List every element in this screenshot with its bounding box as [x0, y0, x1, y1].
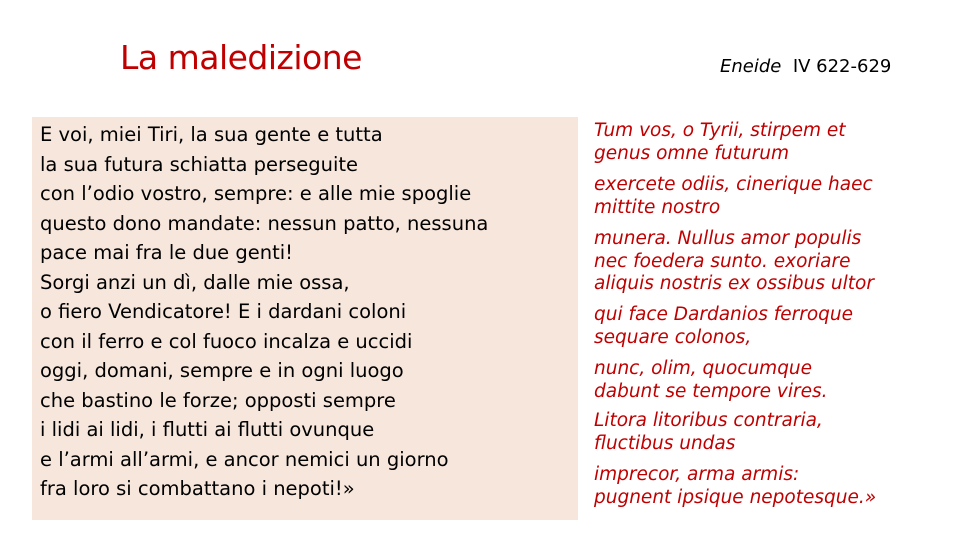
italian-line: fra loro si combattano i nepoti!» — [40, 477, 355, 500]
reference-work: Eneide — [720, 56, 782, 77]
italian-line: i lidi ai lidi, i flutti ai flutti ovunque — [40, 418, 375, 441]
italian-line: con il ferro e col fuoco incalza e uccidi — [40, 329, 413, 353]
latin-stanza — [594, 174, 934, 219]
latin-line: exercete odiis, cinerique haec — [594, 174, 873, 195]
italian-line: E voi, miei Tiri, la sua gente e tutta — [40, 123, 383, 146]
reference-lines: IV 622-629 — [792, 56, 892, 77]
italian-line: o fiero Vendicatore! E i dardani coloni — [40, 300, 407, 323]
italian-line: che bastino le forze; opposti sempre — [40, 388, 396, 412]
latin-line: sequare colonos, — [594, 326, 752, 348]
page-title: La maledizione — [120, 38, 362, 77]
latin-stanza — [594, 410, 934, 455]
latin-stanza — [594, 228, 934, 296]
latin-original-panel — [586, 117, 926, 520]
latin-stanza — [594, 358, 934, 403]
italian-line: oggi, domani, sempre e in ogni luogo — [40, 359, 404, 382]
latin-line: nunc, olim, quocumque — [594, 358, 813, 379]
italian-line: con l’odio vostro, sempre: e alle mie spoglie — [40, 182, 472, 205]
italian-line: pace mai fra le due genti! — [40, 241, 293, 264]
latin-stanza — [594, 304, 934, 349]
latin-line: pugnent ipsique nepotesque.» — [594, 486, 877, 508]
source-reference — [720, 56, 891, 77]
latin-line: munera. Nullus amor populis — [594, 228, 862, 249]
italian-line: la sua futura schiatta perseguite — [40, 152, 359, 176]
latin-line: imprecor, arma armis: — [594, 464, 800, 485]
latin-line: aliquis nostris ex ossibus ultor — [594, 273, 874, 294]
latin-line: Litora litoribus contraria, — [594, 410, 823, 431]
latin-stanza — [594, 120, 934, 165]
latin-line: mittite nostro — [594, 196, 721, 218]
italian-line: e l’armi all’armi, e ancor nemici un giorno — [40, 447, 449, 471]
latin-line: Tum vos, o Tyrii, stirpem et — [594, 120, 846, 141]
latin-line: nec foedera sunto. exoriare — [594, 250, 851, 272]
italian-line: Sorgi anzi un dì, dalle mie ossa, — [40, 270, 350, 294]
latin-line: qui face Dardanios ferroque — [594, 304, 854, 325]
latin-stanza — [594, 464, 934, 509]
italian-line: questo dono mandate: nessun patto, nessuna — [40, 211, 489, 235]
latin-line: dabunt se tempore vires. — [594, 380, 828, 402]
latin-line: fluctibus undas — [594, 432, 736, 454]
latin-line: genus omne futurum — [594, 142, 789, 164]
italian-translation-panel — [32, 117, 578, 520]
